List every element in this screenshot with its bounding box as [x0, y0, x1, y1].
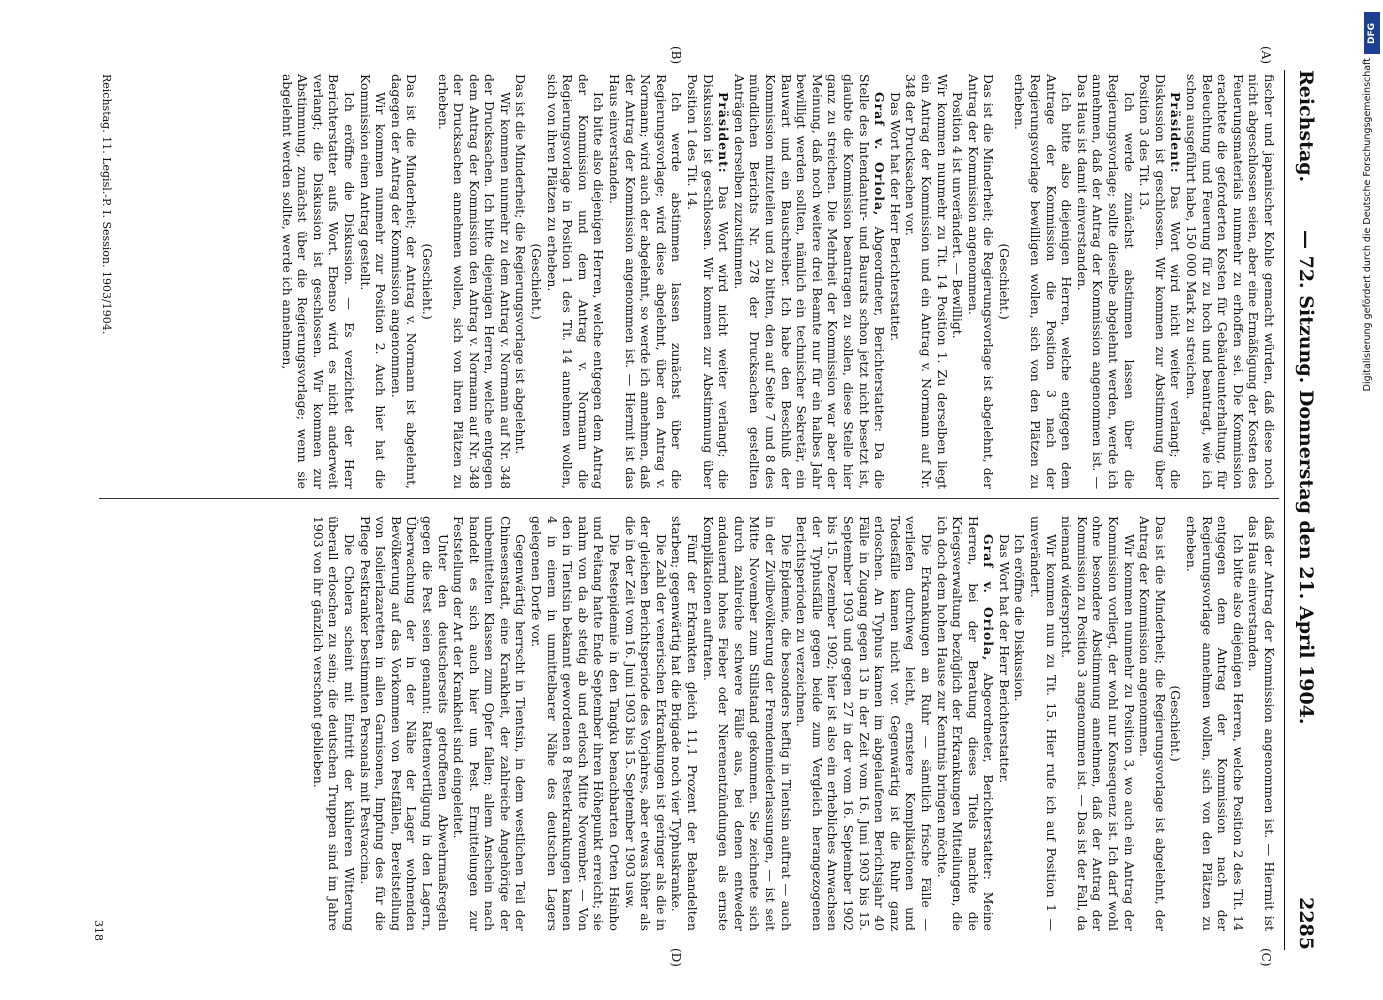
paragraph — [965, 74, 996, 489]
paragraph — [606, 74, 684, 489]
paragraph — [622, 516, 669, 931]
paragraph-text: Wir kommen nunmehr zu Tit. 14 Position 1. Zu derselben liegt ein Antrag der Kommission und ein Antrag v. Normann auf Nr. 348 der Drucksachen vor. — [903, 74, 950, 489]
paragraph — [731, 74, 887, 489]
paragraph-text: Wir kommen nun zu Tit. 15. Hier rufe ich auf Position 1 — unverändert. — [1028, 516, 1059, 931]
header-rule — [1284, 70, 1285, 950]
paragraph — [1168, 516, 1184, 931]
paragraph-text: Abgeordneter, Berichterstatter: Meine Herren, bei der Beratung dieses Titels machte die Kriegsverwaltung bezüglich der Erkrankungen Mitteilungen, die ich doch dem hohen Hause zur Kenntnis bringen möchte. — [934, 516, 997, 931]
paragraph-text: Ich bitte also diejenigen Herren, welche entgegen dem Antrag der Kommission und dem Antrag v. Normann die Regierungsvorlage in Position 1 des Tit. 14 annehmen wollen, sich von ihren Plätzen zu erheben. — [544, 74, 607, 489]
margin-mark-b: (B) — [669, 46, 683, 65]
speaker-name: Graf v. Oriola, — [981, 534, 997, 662]
paragraph-text: Das Wort hat der Herr Berichterstatter. — [887, 92, 903, 342]
paragraph-text: Fünf der Erkrankten gleich 11,1 Prozent der Behandelten starben; gegenwärtig hat die Brigade noch vier Typhuskranke. — [669, 516, 701, 931]
paragraph — [279, 74, 357, 489]
paragraph — [684, 74, 731, 489]
paragraph-text: Die Zahl der venerischen Erkrankungen ist geringer als die in der gleichen Berichtsperiode des Vorjahres, aber etwas höher als die in der Zeit vom 16. Juni 1903 bis 15. September 1903 usw. — [622, 516, 669, 931]
paragraph-text: Ich werde abstimmen lassen zunächst über die Regierungsvorlage; wird diese abgelehnt, über den Antrag v. Normann; wird auch der abgelehnt, so werde ich annehmen, daß der Antrag der Kommission angenommen ist. — Hiermit ist das Haus einverstanden. — [607, 74, 685, 489]
paragraph — [1012, 74, 1074, 489]
paragraph-text: Wir kommen nunmehr zu Position 3, wo auch ein Antrag der Kommission vorliegt, der wohl nur Konsequenz ist. Ich darf wohl ohne besondere Abstimmung annehmen, daß der Antrag der Kommission zu Position 3 angenommen ist. — Das ist der Fall, da niemand widerspricht. — [1059, 516, 1137, 931]
paragraph-text: Das ist die Minderheit; die Regierungsvorlage ist abgelehnt. — [513, 74, 529, 455]
paragraph — [669, 516, 700, 931]
paragraph — [388, 74, 419, 489]
paragraph-text: fischer und japanischer Kohle gemacht würden, daß diese noch nicht abgeschlossen seien, aber eine Ermäßigung der Kosten des Feuerungsmaterials nunmehr zu erhoffen sei. Die Kommission erachtete die geforderten Kosten für Gebäudeunterhaltung, für Beleuchtung und Feuerung für zu hoch und beantragt, wie ich schon ausgeführt habe, 150 000 Mark zu streichen. — [1184, 74, 1277, 489]
digitization-credit — [1362, 58, 1380, 618]
paragraph-text: Ich eröffne die Diskussion. — [1012, 534, 1028, 702]
paragraph-text: Das ist die Minderheit; der Antrag v. Normann ist abgelehnt, dagegen der Antrag der Kommission angenommen. — [388, 74, 420, 489]
paragraph-text: Das Wort wird nicht weiter verlangt; die Diskussion ist geschlossen. Wir kommen zur Abstimmung über Position 1 des Tit. 14. — [685, 74, 732, 489]
paragraph — [934, 516, 996, 931]
paragraph-text: Die Cholera scheint mit Eintritt der kühleren Witterung überall erloschen zu sein; die deutschen Truppen sind im Jahre 1903 von ihr gänzlich verschont geblieben. — [310, 516, 357, 931]
paragraph — [700, 516, 794, 931]
paragraph-text: Ich bitte also diejenigen Herren, welche entgegen dem Antrage der Kommission die Position 3 nach der Regierungsvorlage bewilligen wollen, sich von den Plätzen zu erheben. — [1012, 74, 1075, 489]
paragraph-text: daß der Antrag der Kommission angenommen ist. — Hiermit ist das Haus einverstanden. — [1246, 516, 1277, 931]
paragraph-text: Ich bitte also diejenigen Herren, welche Position 2 des Tit. 14 entgegen dem Antrag der Kommission nach der Regierungsvorlage annehmen wollen, sich von den Plätzen zu erheben. — [1184, 516, 1246, 931]
paragraph-text: Unter den deutscherseits getroffenen Abwehrmaßregeln gegen die Pest seien genannt: Rattenvertilgung in den Lagern, Überwachung der in der Nähe der Lager wohnenden Bevölkerung auf das Vorkommen von Pestfällen, Bereitstellung von Isolierlazaretten in allen Garnisonen, Impfung des für die Pflege Pestkranker bestimmten Personals mit Pestvaccina. — [357, 516, 451, 931]
dfg-logo: DFG — [1364, 12, 1380, 54]
paragraph — [1137, 516, 1168, 931]
paragraph — [357, 516, 451, 931]
page-header — [1287, 70, 1317, 950]
paragraph-text: Wir kommen nunmehr zur Position 2. Auch hier hat die Kommission einen Antrag gestellt. — [357, 74, 389, 489]
paragraph — [1012, 516, 1028, 931]
paragraph — [996, 516, 1012, 931]
paragraph — [310, 516, 357, 931]
paragraph-text: Die Erkrankungen an Ruhr — sämtlich frische Fälle — verliefen durchweg leicht, ernstere Komplikationen und Todesfälle kamen nicht vor. Gegenwärtig ist die Ruhr ganz erloschen. An Typhus kamen im abgelaufenen Berichtsjahr 40 Fälle in Zugang gegen 13 in der Zeit vom 16. Juni 1903 bis 15. September 1903 und gegen 27 in der vom 16. September 1902 bis 15. Dezember 1902; hier ist also ein erhebliches Anwachsen der Typhusfälle gegen beide zum Vergleich herangezogenen Berichtsperioden zu verzeichnen. — [794, 516, 934, 931]
paragraph-text: (Geschieht.) — [529, 243, 545, 320]
paragraph — [950, 74, 966, 489]
paragraph-text: Wir kommen nunmehr zu dem Antrag v. Normann auf Nr. 348 der Drucksachen. Ich bitte diejenigen Herren, welche entgegen dem Antrag der Kommission den Antrag v. Normann auf Nr. 348 der Drucksachen annehmen wollen, sich von ihren Plätzen zu erheben. — [435, 74, 513, 489]
paragraph-text: (Geschieht.) — [1168, 685, 1184, 762]
digitization-credit-text: Digitalisierung gefördert durch die Deutsche Forschungsgemeinschaft — [1362, 58, 1373, 392]
paragraph-text: Ich eröffne die Diskussion. — Es verzichtet der Herr Berichterstatter aufs Wort. Ebenso wird es nicht anderweit verlangt; die Diskussion ist geschlossen. Wir kommen zur Abstimmung, zunächst über die Regierungsvorlage; wenn sie abgelehnt werden sollte, werde ich annehmen, — [279, 74, 357, 489]
header-page-number: 2285 — [1295, 897, 1317, 950]
paragraph — [419, 74, 435, 489]
signature-mark: 318 — [92, 920, 105, 941]
speaker-name: Graf v. Oriola, — [872, 92, 888, 217]
column-divider — [99, 498, 1279, 499]
paragraph — [903, 74, 950, 489]
paragraph-text: Gegenwärtig herrscht in Tientsin, in dem westlichen Teil der Chinesenstadt, eine Krankheit, der zahlreiche Angehörige der unbemittelten Klassen zum Opfer fallen; allem Anschein nach handelt es sich auch hier um Pest. Ermittelungen zur Feststellung der Art der Krankheit sind eingeleitet. — [451, 516, 529, 931]
paragraph-text: Die Pestepidemie in den Tangku benachbarten Orten Hsinho und Peitang hatte Ende September ihren Höhepunkt erreicht; sie nahm von da ab stetig ab und erlosch Mitte November. — Von den in Tientsin bekannt gewordenen 8 Pesterkrankungen kamen 4 in einem in unmittelbarer Nähe des deutschen Lagers gelegenen Dorfe vor. — [529, 516, 623, 931]
paragraph-text: Abgeordneter, Berichterstatter: Da die Stelle des Intendantur- und Baurats schon jetzt nicht besetzt ist, glaubte die Kommission beantragen zu sollen, diese Stelle hier ganz zu streichen. Die Mehrheit der Kommission war aber der Meinung, daß noch weitere drei Beamte nur für ein halbes Jahr bewilligt werden sollten, nämlich ein technischer Sekretär, ein Bauwart und ein Bauschreiber. Ich habe den Beschluß der Kommission mitzuteilen und zu bitten, den auf Seite 7 und 8 des mündlichen Berichts Nr. 278 der Drucksachen gestellten Anträgen derselben zuzustimmen. — [731, 74, 888, 489]
paragraph-text: (Geschieht.) — [419, 243, 435, 320]
paragraph — [1137, 74, 1184, 489]
paragraph — [1028, 516, 1059, 931]
paragraph — [1183, 74, 1277, 489]
paragraph — [1246, 516, 1277, 931]
paragraph-text: Das Wort wird nicht weiter verlangt; die Diskussion ist geschlossen. Wir kommen zur Abstimmung über Position 3 des Tit. 13. — [1137, 74, 1184, 489]
page-footer: Reichstag. 11. Legisl.-P. I. Session. 1903/1904. — [100, 74, 113, 335]
left-text-column — [279, 74, 1277, 489]
margin-mark-a: (A) — [1259, 46, 1273, 65]
speaker-name: Präsident: — [716, 92, 732, 174]
paragraph-text: Ich werde zunächst abstimmen lassen über die Regierungsvorlage; sollte dieselbe abgelehnt werden, werde ich annehmen, daß der Antrag der Kommission angenommen ist. — Das Haus ist damit einverstanden. — [1074, 74, 1137, 489]
paragraph — [1074, 74, 1136, 489]
paragraph — [1059, 516, 1137, 931]
paragraph — [529, 516, 623, 931]
header-session-date: — 72. Sitzung. Donnerstag den 21. April 1904. — [1295, 230, 1317, 725]
paragraph — [1183, 516, 1245, 931]
speaker-name: Präsident: — [1168, 92, 1184, 174]
paragraph — [357, 74, 388, 489]
paragraph — [996, 74, 1012, 489]
paragraph-text: Position 4 ist unverändert. — Bewilligt. — [950, 92, 966, 339]
paragraph-text: Das Wort hat der Herr Berichterstatter. — [996, 534, 1012, 784]
paragraph — [513, 74, 529, 489]
paragraph — [887, 74, 903, 489]
header-publication: Reichstag. — [1295, 70, 1317, 183]
margin-mark-d: (D) — [669, 948, 683, 967]
paragraph-text: (Geschieht.) — [996, 243, 1012, 320]
paragraph — [794, 516, 934, 931]
margin-mark-c: (C) — [1259, 948, 1273, 967]
paragraph-text: Das ist die Minderheit; die Regierungsvorlage ist abgelehnt, der Antrag der Kommission angenommen. — [1137, 516, 1168, 931]
paragraph-text: Die Epidemie, die besonders heftig in Tientsin auftrat — auch in der Zivilbevölkerung der Fremdenniederlassungen, — ist seit Mitte November zum Stillstand gekommen. Sie zeichnete sich durch zahlreiche schwere Fälle aus, bei denen entweder andauernd hohes Fieber oder Nierenentzündungen als ernste Komplikationen auftraten. — [700, 516, 794, 931]
paragraph — [544, 74, 606, 489]
paragraph — [451, 516, 529, 931]
paragraph — [529, 74, 545, 489]
right-text-column — [310, 516, 1277, 931]
paragraph-text: Das ist die Minderheit; die Regierungsvorlage ist abgelehnt, der Antrag der Kommission angenommen. — [965, 74, 997, 489]
paragraph — [435, 74, 513, 489]
